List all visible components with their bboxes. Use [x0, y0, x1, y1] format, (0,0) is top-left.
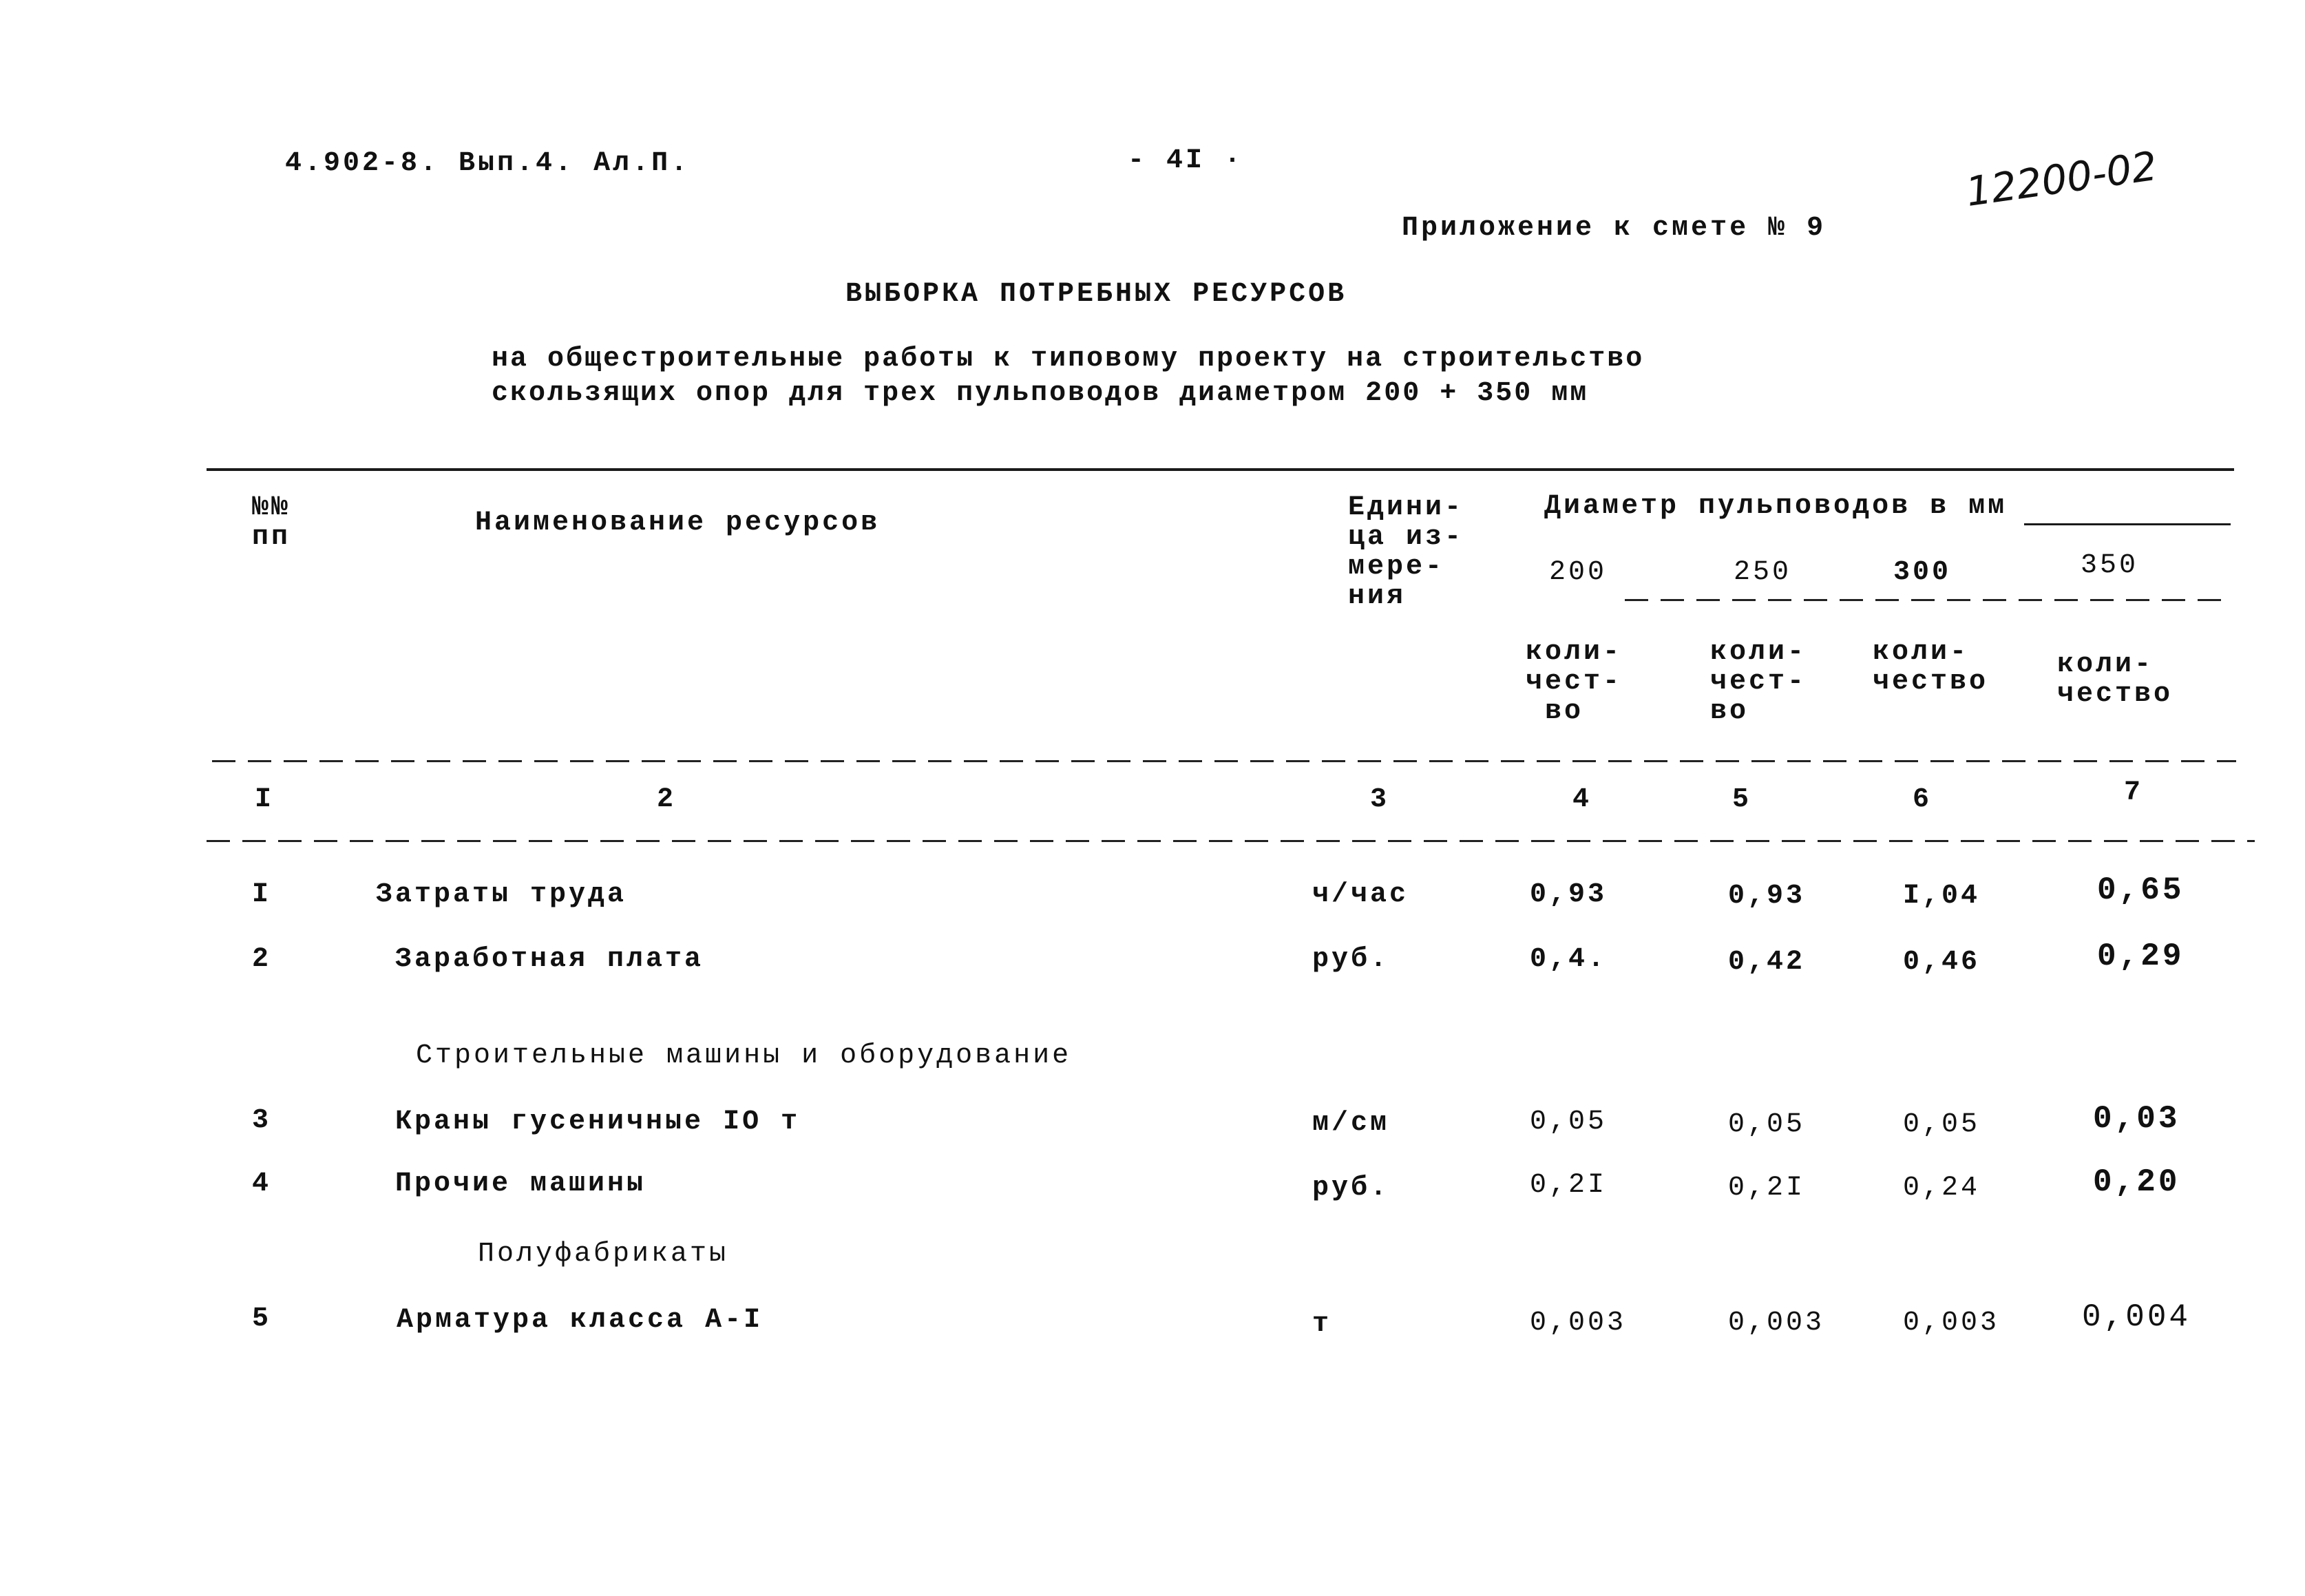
row-value: 0,46: [1903, 947, 1981, 978]
row-num: 5: [252, 1303, 272, 1334]
row-value: 0,65: [2097, 872, 2185, 908]
row-name: Краны гусеничные IO т: [395, 1106, 801, 1137]
row-value: 0,003: [1903, 1308, 2000, 1338]
header-qty-350: коли- чество: [2057, 649, 2174, 710]
row-value: 0,05: [1903, 1109, 1981, 1140]
header-diameter-350: 350: [2081, 550, 2139, 581]
col-number-1: I: [255, 784, 275, 815]
row-num: 2: [252, 944, 272, 975]
header-unit: Едини- ца из- мере- ния: [1348, 492, 1464, 612]
row-unit: руб.: [1312, 1173, 1390, 1204]
row-value: 0,03: [2093, 1101, 2180, 1137]
row-name: Прочие машины: [395, 1168, 646, 1199]
header-qty-300: коли- чество: [1873, 637, 1989, 697]
table-top-rule: [207, 468, 2234, 471]
row-value: 0,24: [1903, 1173, 1981, 1204]
col-number-7: 7: [2124, 777, 2144, 808]
header-bottom-rule: [212, 760, 2236, 762]
row-name: Затраты труда: [376, 879, 627, 910]
row-value: 0,2I: [1530, 1170, 1608, 1201]
row-num: 4: [252, 1168, 272, 1199]
handwritten-number: 12200-02: [1963, 142, 2160, 216]
col-number-2: 2: [657, 784, 677, 815]
col-number-3: 3: [1370, 784, 1390, 815]
col-number-5: 5: [1732, 784, 1752, 815]
row-value: 0,4.: [1530, 944, 1608, 975]
section-heading: Строительные машины и оборудование: [416, 1040, 1072, 1071]
diameter-rule: [2024, 523, 2231, 525]
row-value: 0,29: [2097, 938, 2185, 974]
col-number-rule: [207, 840, 2255, 842]
appendix-label: Приложение к смете № 9: [1402, 213, 1827, 244]
row-unit: ч/час: [1312, 879, 1409, 910]
row-value: 0,004: [2082, 1299, 2191, 1335]
row-value: 0,05: [1728, 1109, 1806, 1140]
subtitle-line-1: на общестроительные работы к типовому проекту на строительство: [492, 344, 1645, 375]
page-number: - 4I ·: [1128, 145, 1244, 176]
row-value: 0,42: [1728, 947, 1806, 978]
col-number-6: 6: [1913, 784, 1933, 815]
col-number-4: 4: [1572, 784, 1592, 815]
row-value: 0,20: [2093, 1164, 2180, 1200]
row-value: 0,93: [1530, 879, 1608, 910]
header-diameter-200: 200: [1549, 557, 1608, 588]
header-diameter: Диаметр пульповодов в мм: [1544, 491, 2008, 522]
row-unit: руб.: [1312, 944, 1390, 975]
section-heading: Полуфабрикаты: [478, 1239, 729, 1270]
row-value: I,04: [1903, 881, 1981, 912]
row-num: I: [252, 879, 272, 910]
header-qty-250: коли- чест- во: [1710, 637, 1807, 727]
document-title: ВЫБОРКА ПОТРЕБНЫХ РЕСУРСОВ: [845, 279, 1347, 310]
header-name: Наименование ресурсов: [475, 507, 881, 538]
row-value: 0,2I: [1728, 1173, 1806, 1204]
header-qty-200: коли- чест- во: [1526, 637, 1623, 727]
row-value: 0,05: [1530, 1106, 1608, 1137]
row-unit: м/см: [1312, 1108, 1390, 1139]
header-diameter-250: 250: [1734, 557, 1792, 588]
header-diameter-300: 300: [1893, 557, 1952, 588]
diameter-sub-rule: [1625, 599, 2231, 601]
row-name: Заработная плата: [395, 944, 704, 975]
row-value: 0,003: [1728, 1308, 1825, 1338]
row-num: 3: [252, 1105, 272, 1136]
row-value: 0,003: [1530, 1308, 1627, 1338]
document-code: 4.902-8. Вып.4. Ал.П.: [285, 148, 691, 179]
row-unit: т: [1312, 1309, 1332, 1340]
row-name: Арматура класса А-I: [397, 1305, 764, 1336]
subtitle-line-2: скользящих опор для трех пульповодов диаметром 200 + 350 мм: [492, 378, 1589, 409]
row-value: 0,93: [1728, 881, 1806, 912]
header-num: №№ пп: [252, 492, 291, 553]
